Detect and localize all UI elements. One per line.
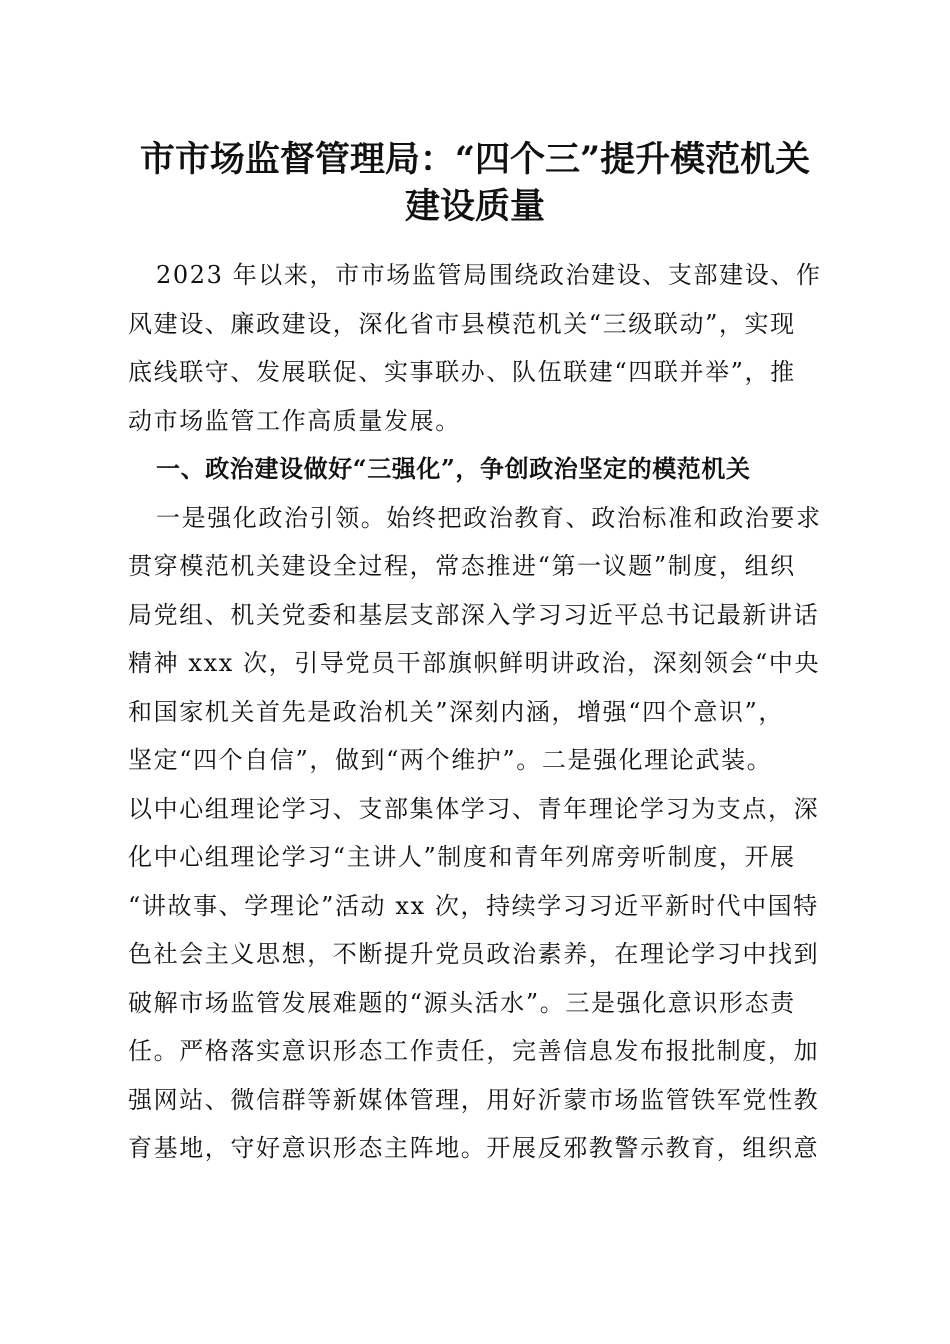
body-text-line: 色社会主义思想，不断提升党员政治素养，在理论学习中找到 (128, 940, 820, 968)
body-text-line: 风建设、廉政建设，深化省市县模范机关“三级联动”，实现 (128, 309, 796, 338)
body-text-line: 以中心组理论学习、支部集体学习、青年理论学习为支点，深 (128, 794, 820, 823)
body-text-line: 动市场监管工作高质量发展。 (128, 406, 461, 435)
body-text-line: 育基地，守好意识形态主阵地。开展反邪教警示教育，组织意 (128, 1134, 820, 1162)
body-text-line: 精神 xxx 次，引导党员干部旗帜鲜明讲政治，深刻领会“中央 (128, 649, 821, 677)
body-text-line: 贯穿模范机关建设全过程，常态推进“第一议题”制度，组织 (128, 552, 796, 580)
body-text-line: 任。严格落实意识形态工作责任，完善信息发布报批制度，加 (128, 1037, 820, 1065)
body-text-line: 破解市场监管发展难题的“源头活水”。三是强化意识形态责 (128, 988, 796, 1017)
document-title (100, 136, 850, 230)
section-heading: 一、政治建设做好“三强化”，争创政治坚定的模范机关 (156, 454, 751, 483)
title-line-2: 建设质量 (404, 186, 545, 227)
document-body (128, 251, 828, 1173)
body-text-line: 一是强化政治引领。始终把政治教育、政治标准和政治要求 (156, 503, 822, 532)
body-text-line: 化中心组理论学习“主讲人”制度和青年列席旁听制度，开展 (128, 843, 796, 871)
body-text-line: 和国家机关首先是政治机关”深刻内涵，增强“四个意识”， (128, 697, 785, 726)
body-text-line: 坚定“四个自信”，做到“两个维护”。二是强化理论武装。 (128, 746, 773, 774)
body-text-line: 强网站、微信群等新媒体管理，用好沂蒙市场监管铁军党性教 (128, 1085, 820, 1114)
title-line-1: 市市场监督管理局：“四个三”提升模范机关 (139, 139, 811, 180)
body-text-line: 2023 年以来，市市场监管局围绕政治建设、支部建设、作 (156, 261, 822, 289)
body-text-line: “讲故事、学理论”活动 xx 次，持续学习习近平新时代中国特 (128, 891, 819, 920)
body-text-line: 底线联守、发展联促、实事联办、队伍联建“四联并举”，推 (128, 358, 796, 386)
body-text-line: 局党组、机关党委和基层支部深入学习习近平总书记最新讲话 (128, 600, 820, 629)
